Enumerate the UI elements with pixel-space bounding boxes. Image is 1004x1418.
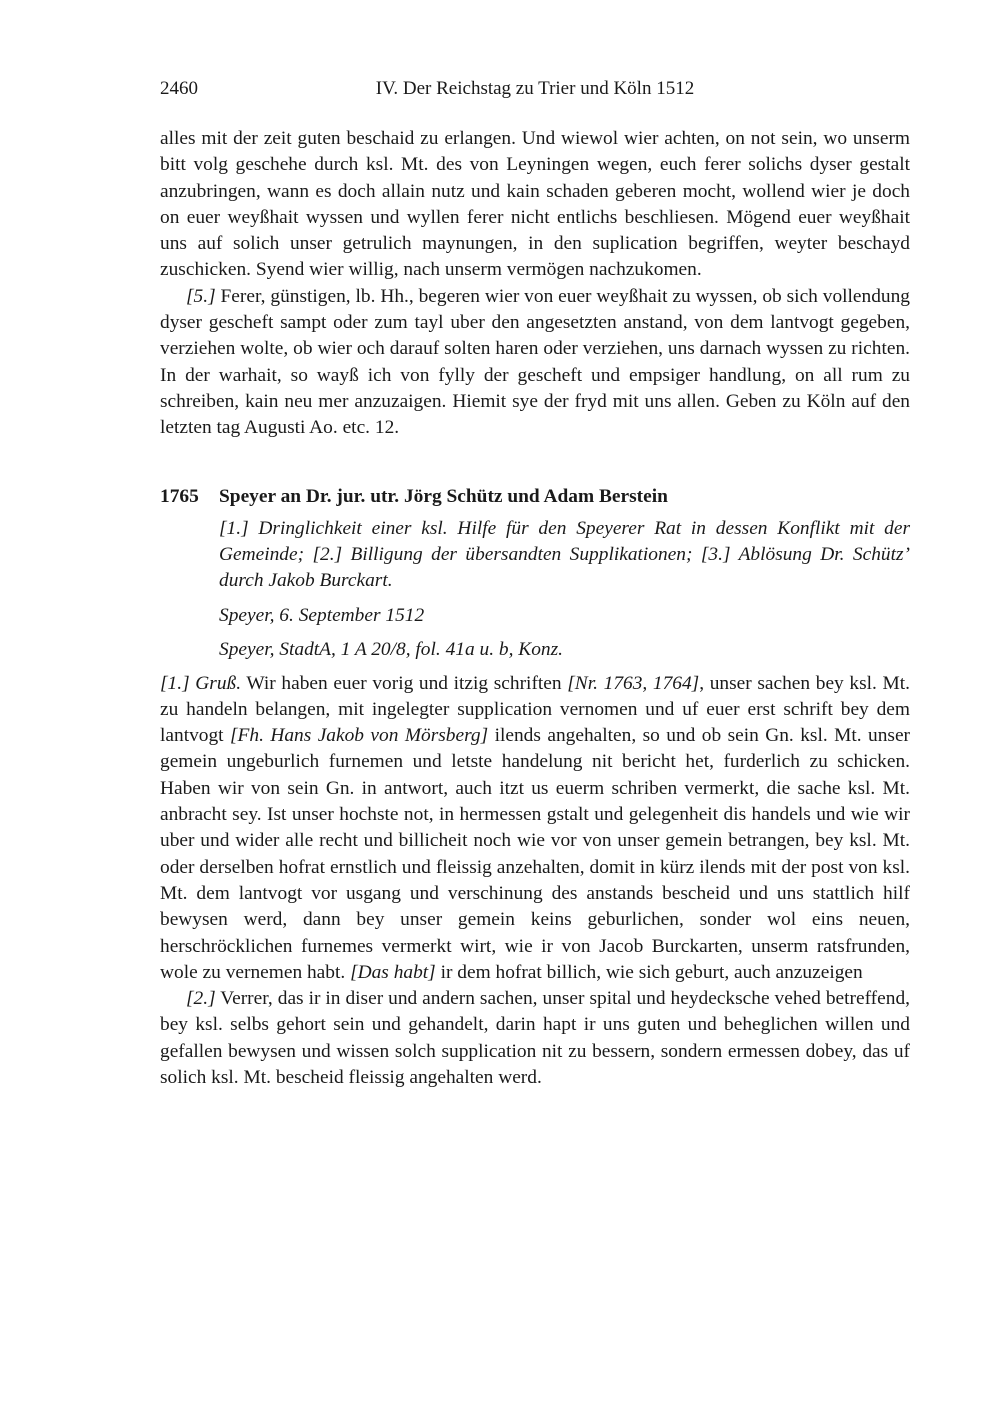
place-date: Speyer, 6. September 1512	[219, 604, 425, 626]
paragraph-5	[160, 284, 910, 442]
running-title: IV. Der Reichstag zu Trier und Köln 1512	[375, 78, 695, 99]
editorial-reference: [Das habt]	[350, 961, 436, 983]
document-body	[160, 671, 910, 1092]
paragraph-text: Ferer, günstigen, lb. Hh., begeren wier von euer weyßhait zu wyssen, ob sich vollendung dyser gescheft sampt oder zum tayl uber den angesetzten anstand, von dem lantvogt gegeben, verziehen wolte, ob wier och darauf solten haren oder verziehen, uns darnach wyssen zu richten. In der warhait, so wayß ich von fylly der gescheft und empsiger handlung, on all rum zu schreiben, kain neu mer anzuzaigen. Hiemit sye der fryd mit uns allen. Geben zu Köln auf den letzten tag Augusti Ao. etc. 12.	[160, 285, 910, 439]
regest: [1.] Dringlichkeit einer ksl. Hilfe für den Speyerer Rat in dessen Konflikt mit der Gemeinde; [2.] Billigung der übersandten Supplikationen; [3.] Ablösung Dr. Schütz’ durch Jakob Burckart.	[219, 517, 910, 591]
document-title: Speyer an Dr. jur. utr. Jörg Schütz und Adam Berstein	[219, 485, 668, 507]
continuation-paragraph: alles mit der zeit guten beschaid zu erlangen. Und wiewol wier achten, on not sein, wo unserm bitt volg geschehe durch ksl. Mt. des von Leyningen wegen, euch ferer solichs dyser gestalt anzubringen, wann es doch allain nutz und kain schaden geberen mocht, wollend wier je doch on euer weyßhait wyssen und wyllen ferer nicht entlichs beschliesen. Mögend euer weyßhait uns auf solich unser getrulich maynungen, in den suplication begriffen, weyter beschayd zuschicken. Syend wier willig, nach unserm vermögen nachzukomen.	[160, 128, 910, 281]
source-reference: Speyer, StadtA, 1 A 20/8, fol. 41a u. b, Konz.	[219, 638, 564, 660]
paragraph-text: Wir haben euer vorig und itzig schriften	[241, 672, 568, 694]
paragraph-text: ir dem hofrat billich, wie sich geburt, auch anzuzeigen	[435, 961, 863, 983]
paragraph-text: Verrer, das ir in diser und andern sachen, unser spital und heydecksche vehed betreffend, bey ksl. selbs gehort sein und gehandelt, darin hapt ir uns guten und beheglichen willen und gefallen bewysen und wissen solch supplication nit zu bessern, sondern ermessen dobey, das uf solich ksl. Mt. bescheid fleissig angehalten werd.	[160, 988, 910, 1089]
document-heading	[160, 484, 910, 510]
document-metadata	[219, 516, 910, 663]
section-marker: [5.]	[186, 285, 216, 307]
document-number: 1765	[160, 485, 199, 507]
editorial-reference: [Fh. Hans Jakob von Mörsberg]	[229, 725, 489, 747]
paragraph-text: , unser sachen bey ksl. Mt. zu handeln belangen, mit ingelegter supplication vernomen und uf euer erst schrift bey dem lantvogt	[160, 672, 910, 747]
page-header	[160, 78, 910, 108]
section-marker: [2.]	[186, 988, 216, 1010]
section-marker: [1.] Gruß.	[160, 672, 242, 694]
paragraph-2	[160, 986, 910, 1091]
continuation-text	[160, 126, 910, 442]
page	[160, 78, 910, 1091]
editorial-reference: [Nr. 1763, 1764]	[567, 672, 700, 694]
page-number: 2460	[160, 78, 198, 99]
paragraph-1	[160, 671, 910, 987]
paragraph-text: ilends angehalten, so und ob sein Gn. ksl. Mt. unser gemein ungeburlich furnemen und letste handelung nit bericht het, furderlich zu schicken. Haben wir von sein Gn. in antwort, auch itzt us euerm schriben vermerkt, die sache ksl. Mt. anbracht sey. Ist unser hochste not, in hermessen gstalt und gelegenheit dis handels und wie wir uber und wider alle recht und billicheit noch wie vor von unser gemein betrangen, bey ksl. Mt. oder derselben hofrat ernstlich und fleissig anzehalten, domit in kürz ilends mit der post von ksl. Mt. dem lantvogt vor usgang und verschinung des anstands bescheid und uns stattlich hilf bewysen werd, dann bey unser gemein keins geburlichen, sonder wol eins neuen, herschröcklichen furnemes vermerkt wirt, wie ir von Jacob Burckarten, unserm ratsfrunden, wole zu vernemen habt.	[160, 725, 911, 983]
